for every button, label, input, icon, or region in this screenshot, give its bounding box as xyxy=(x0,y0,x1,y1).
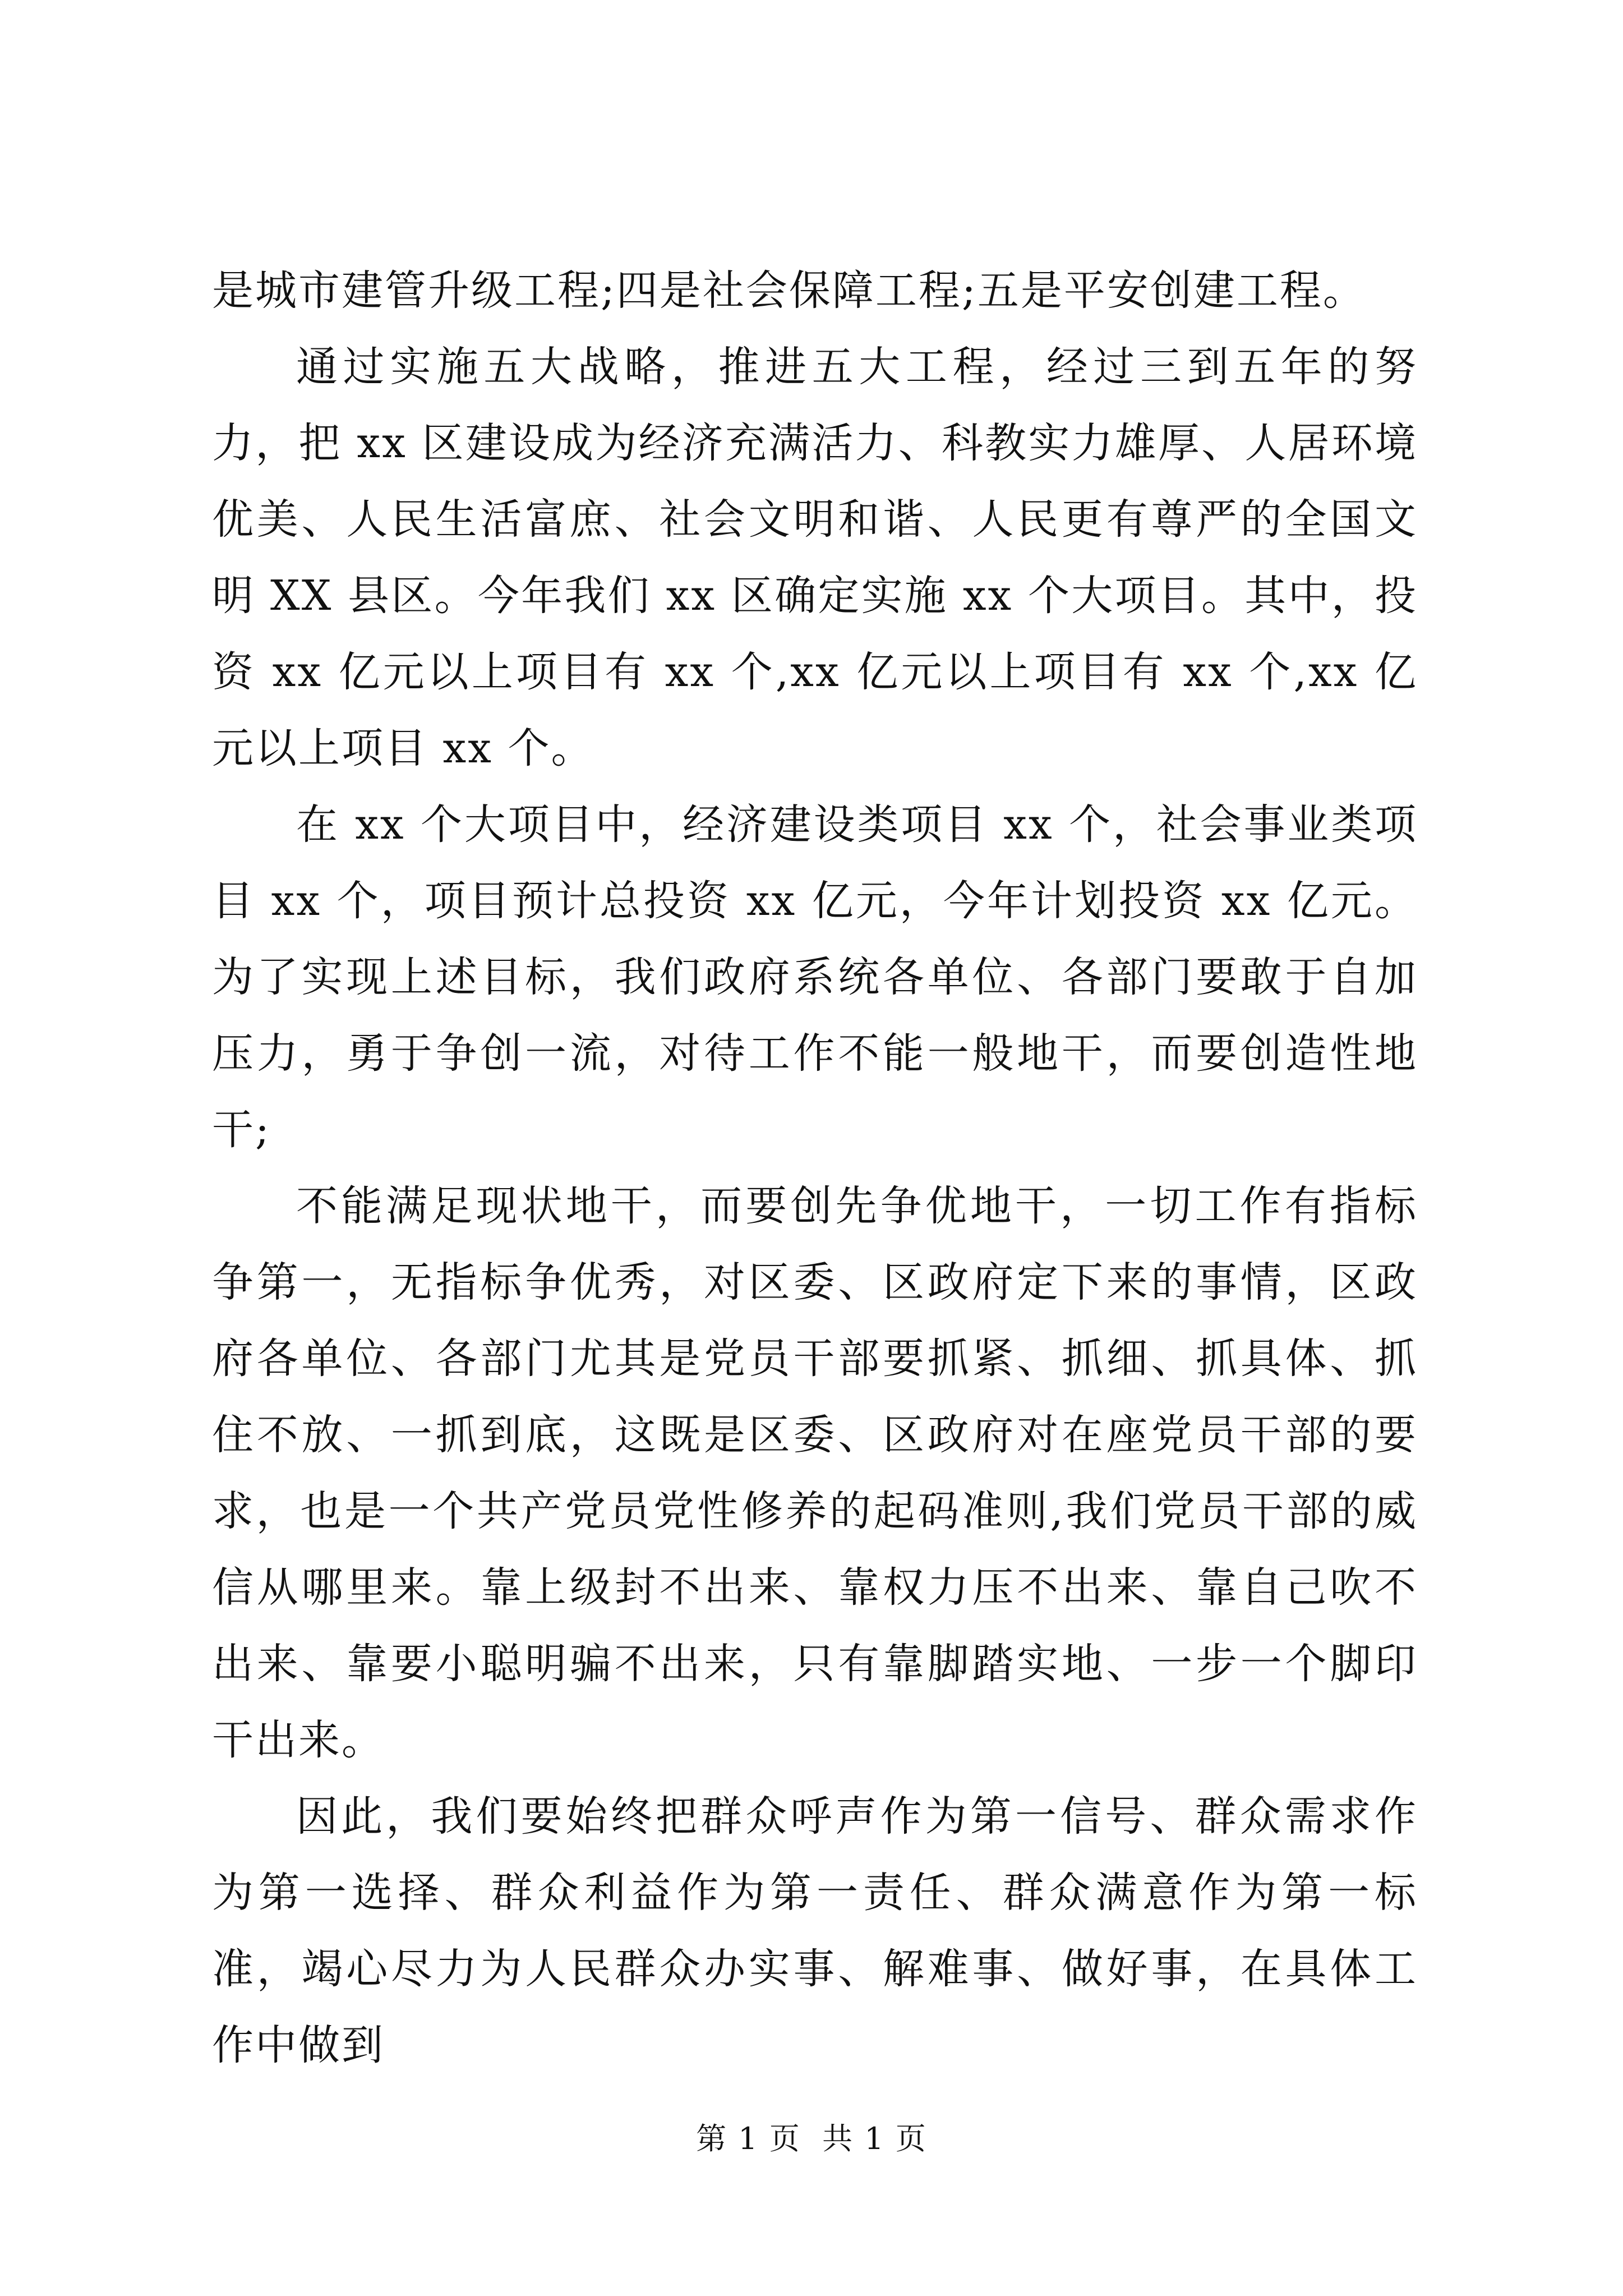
paragraph-2: 通过实施五大战略，推进五大工程，经过三到五年的努力，把 xx 区建设成为经济充满活力、科教实力雄厚、人居环境优美、人民生活富庶、社会文明和谐、人民更有尊严的全国文明 XX 县区。今年我们 xx 区确定实施 xx 个大项目。其中，投资 xx 亿元以上项目有 xx 个,xx 亿元以上项目有 xx 个,xx 亿元以上项目 xx 个。 xyxy=(212,343,1418,772)
paragraph-4: 不能满足现状地干，而要创先争优地干，一切工作有指标争第一，无指标争优秀，对区委、区政府定下来的事情，区政府各单位、各部门尤其是党员干部要抓紧、抓细、抓具体、抓住不放、一抓到底，这既是区委、区政府对在座党员干部的要求，也是一个共产党员党性修养的起码准则,我们党员干部的威信从哪里来。靠上级封不出来、靠权力压不出来、靠自己吹不出来、靠要小聪明骗不出来，只有靠脚踏实地、一步一个脚印干出来。 xyxy=(212,1182,1418,1764)
page-footer xyxy=(0,2115,1623,2158)
paragraph-5: 因此，我们要始终把群众呼声作为第一信号、群众需求作为第一选择、群众利益作为第一责任、群众满意作为第一标准，竭心尽力为人民群众办实事、解难事、做好事，在具体工作中做到 xyxy=(212,1792,1418,2069)
page-number-label: 第 1 页 共 1 页 xyxy=(696,2121,927,2156)
paragraph-3: 在 xx 个大项目中，经济建设类项目 xx 个，社会事业类项目 xx 个，项目预计总投资 xx 亿元，今年计划投资 xx 亿元。为了实现上述目标，我们政府系统各单位、各部门要敢于自加压力，勇于争创一流，对待工作不能一般地干，而要创造性地干; xyxy=(212,800,1418,1154)
document-body xyxy=(212,252,1418,2083)
paragraph-1: 是城市建管升级工程;四是社会保障工程;五是平安创建工程。 xyxy=(212,266,1366,315)
